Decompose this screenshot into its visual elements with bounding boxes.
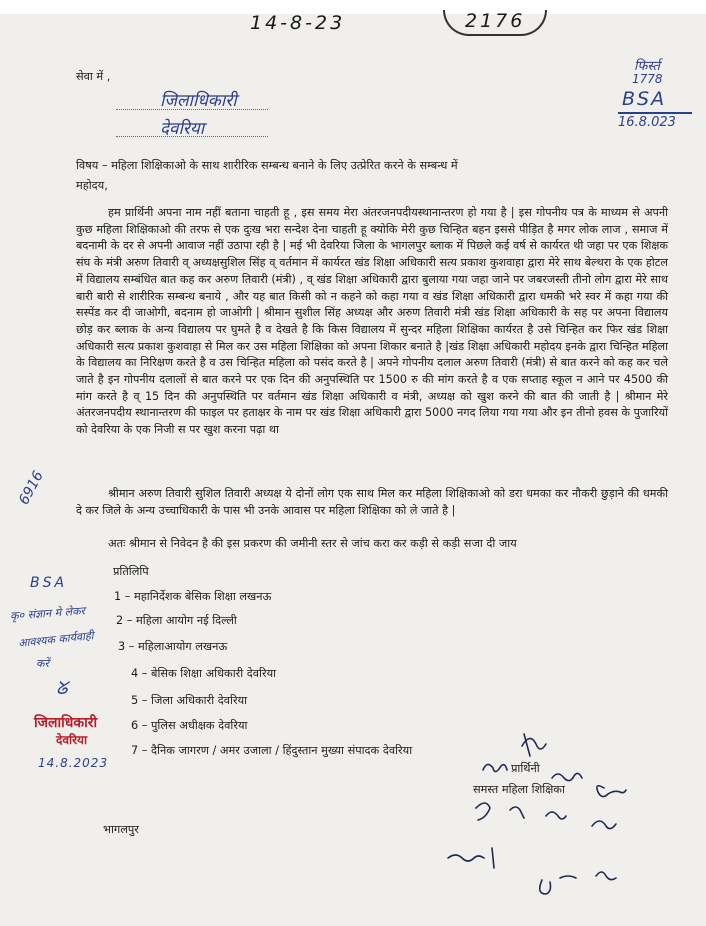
dm-stamp-place: देवरिया	[56, 733, 88, 747]
copy-item-4: 4 – बेसिक शिक्षा अधिकारी देवरिया	[131, 667, 277, 680]
salutation-to: सेवा में ,	[76, 70, 111, 83]
dm-stamp-title: जिलाधिकारी	[34, 715, 98, 731]
copy-item-6: 6 – पुलिस अधीक्षक देवरिया	[131, 719, 248, 732]
endorsement-line2: आवश्यक कार्यवाही	[17, 629, 95, 650]
copy-item-3: 3 – महिलाआयोग लखनऊ	[118, 640, 228, 653]
copy-item-1: 1 – महानिर्देशक बेसिक शिक्षा लखनऊ	[114, 590, 272, 603]
endorsement-line1: कृ० संज्ञान मे लेकर	[9, 604, 86, 623]
applicant-name: समस्त महिला शिक्षिका	[473, 783, 565, 796]
address-line2: देवरिया	[160, 119, 205, 139]
place: भागलपुर	[103, 823, 139, 836]
applicant-label: प्रार्थिनी	[511, 762, 540, 775]
receipt-number: 1778	[632, 72, 663, 86]
receipt-date: 16.8.023	[618, 115, 676, 130]
endorsement-line3: करें	[36, 657, 49, 670]
body-paragraph-2: श्रीमान अरुण तिवारी सुशिल तिवारी अध्यक्ष ये दोनों लोग एक साथ मिल कर महिला शिक्षिकाओ को डरा धमका कर नौकरी छुड़ाने की धमकी दे कर जिले के अन्य उच्चाधिकारी के पास भी उनके आवास पर महिला शिक्षिका को ले जाते है |	[76, 487, 668, 517]
receipt-initials: फिर्स्त	[634, 59, 660, 74]
copy-heading: प्रतिलिपि	[113, 565, 149, 578]
handwritten-date: 14-8-23	[250, 12, 346, 34]
receipt-office: BSA	[622, 88, 667, 110]
copy-item-7: 7 – दैनिक जागरण / अमर उजाला / हिंदुस्तान मुख्या संपादक देवरिया	[131, 744, 413, 757]
request-line: अतः श्रीमान से निवेदन है की इस प्रकरण की जमीनी स्तर से जांच करा कर कड़ी से कड़ी सजा दी जाय	[108, 537, 517, 550]
margin-number: 6916	[16, 468, 47, 508]
handwritten-number: 2176	[443, 10, 547, 36]
copy-item-5: 5 – जिला अधिकारी देवरिया	[131, 694, 248, 707]
endorsement-date: 14.8.2023	[38, 756, 109, 770]
body-paragraph-1: हम प्रार्थिनी अपना नाम नहीं बताना चाहती हू , इस समय मेरा अंतरजनपदीयस्थानान्तरण हो गया है | इस गोपनीय पत्र के माध्यम से अपनी कुछ महिला शिक्षिकाओ की तरफ से एक दुःख भरा सन्देश देना चाहती हू क्योकि मेरी कुछ चिन्हित बहन इससे पीड़ित है मगर लोक लाज , समाज में बदनामी के दर से अपनी आवाज नहीं उठापा रही है | मई भी देवरिया जिला के भागलपुर ब्लाक में पिछले कई वर्ष से कार्यरत थी जहा पर एक शिक्षक संघ के मंत्री अरुण तिवारी व् अध्यक्षसुशिल सिंह व् वर्तमान में कार्यरत खंड शिक्षा अधिकारी सत्य प्रकाश कुशवाहा द्वारा मेरे साथ बेल्थरा के एक होटल में विद्यालय सम्बंधित बात कह कर अरुण तिवारी (मंत्री) , व् खंड शिक्षा अधिकारी द्वारा बुलाया गया जहा जाने पर जबरजस्ती तीनो लोग द्वारा मेरे साथ बारी बारी से शारीरिक सम्बन्ध बनाये , और यह बात किसी को न कहने को कहा गया व खंड शिक्षा अधिकारी द्वारा धमकी भरे स्वर में कहा गया की सस्पेंड कर दी जाओगी, बदनाम हो जाओगी | श्रीमान सुशील सिंह अध्यक्ष और अरुण तिवारी मंत्री खंड शिक्षा अधिकारी के सह पर अपना विद्यालय छोड़ कर ब्लाक के अन्य विद्यालय पर घुमते है व देखते है कि किस विद्यालय में सुन्दर महिला शिक्षिका कार्यरत है उसे चिन्हित कर फिर खंड शिक्षा अधिकारी सत्य प्रकाश कुशवाहा से मिल कर उस महिला शिक्षिका को अपना शिकार बनाते है |खंड शिक्षा अधिकारी महोदय इनके द्वारा चिन्हित महिला के विद्यालय का निरिक्षण करते है व उस चिन्हित महिला को पसंद करते है | अपने गोपनीय दलाल अरुण तिवारी (मंत्री) से बात करने को कह कर चले जाते है इन गोपनीय दलालों से बात करने पर एक दिन की अनुपस्थिति पर 1500 रु की मांग करते है व एक सप्ताह स्कूल न आने पर 4500 की मांग करते है व् 15 दिन की अनुपस्थिति पर वर्तमान खंड शिक्षा अधिकारी व मंत्री, अध्यक्ष को खुश करने की बात की जाती है | श्रीमान मेरे अंतरजनपदीय स्थानान्तरण की फाइल पर हताक्षर के नाम पर खंड शिक्षा अधिकारी द्वारा 5000 नगद लिया गया गया और इन तीनो हवस के पुजारियों को देवरिया के एक निजी स पर खुश करना पढ़ा था	[76, 206, 668, 437]
endorsement-signature: ᘜ	[56, 678, 68, 699]
address-line1: जिलाधिकारी	[160, 91, 237, 111]
greeting: महोदय,	[76, 179, 108, 192]
endorsement-office: BSA	[30, 575, 68, 591]
subject-line: विषय – महिला शिक्षिकाओ के साथ शारीरिक सम्बन्ध बनाने के लिए उत्प्रेरित करने के सम्बन्ध में	[76, 159, 458, 172]
copy-item-2: 2 – महिला आयोग नई दिल्ली	[116, 614, 237, 627]
